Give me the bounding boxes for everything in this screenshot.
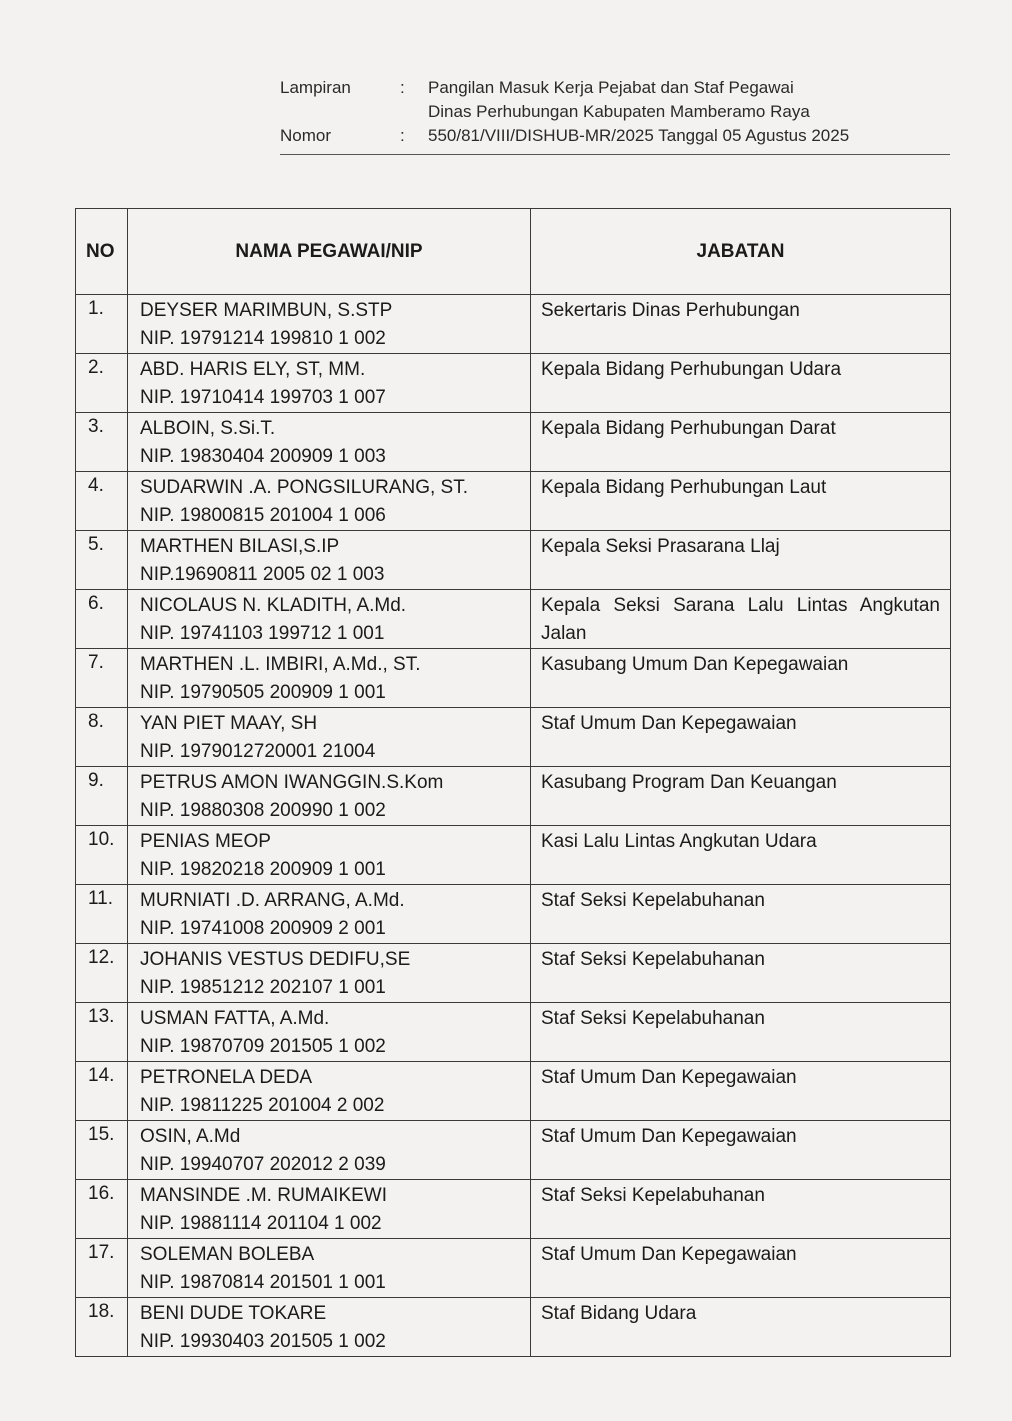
header-divider	[280, 154, 950, 155]
table-row	[76, 826, 951, 885]
row-number: 17.	[76, 1239, 128, 1298]
employee-name: JOHANIS VESTUS DEDIFU,SE	[140, 949, 411, 970]
employee-nip: NIP. 19940707 202012 2 039	[140, 1154, 386, 1175]
table-row	[76, 1239, 951, 1298]
employee-name: BENI DUDE TOKARE	[140, 1303, 327, 1324]
employee-position: Staf Umum Dan Kepegawaian	[531, 1121, 951, 1180]
row-number: 16.	[76, 1180, 128, 1239]
table-row	[76, 1298, 951, 1357]
table-row	[76, 1003, 951, 1062]
row-number: 7.	[76, 649, 128, 708]
nomor-colon: :	[400, 126, 405, 145]
employee-cell	[128, 1121, 531, 1180]
employee-position: Kepala Bidang Perhubungan Darat	[531, 413, 951, 472]
employee-name: OSIN, A.Md	[140, 1126, 241, 1147]
lampiran-label: Lampiran	[280, 78, 351, 97]
row-number: 3.	[76, 413, 128, 472]
lampiran-value-line1: Pangilan Masuk Kerja Pejabat dan Staf Pegawai	[428, 78, 794, 97]
table-row	[76, 1180, 951, 1239]
employee-nip: NIP. 19881114 201104 1 002	[140, 1213, 382, 1234]
table-row	[76, 472, 951, 531]
employee-cell	[128, 649, 531, 708]
employee-cell	[128, 944, 531, 1003]
employee-cell	[128, 531, 531, 590]
row-number: 15.	[76, 1121, 128, 1180]
employee-nip: NIP. 19790505 200909 1 001	[140, 682, 386, 703]
employee-name: USMAN FATTA, A.Md.	[140, 1008, 330, 1029]
employee-cell	[128, 1298, 531, 1357]
lampiran-row	[280, 76, 950, 100]
row-number: 12.	[76, 944, 128, 1003]
table-row	[76, 295, 951, 354]
employee-cell	[128, 590, 531, 649]
employee-nip: NIP.19690811 2005 02 1 003	[140, 564, 385, 585]
table-header-row	[76, 209, 951, 295]
employee-position: Kepala Bidang Perhubungan Laut	[531, 472, 951, 531]
table-row	[76, 531, 951, 590]
employee-name: PETRONELA DEDA	[140, 1067, 313, 1088]
employee-name: DEYSER MARIMBUN, S.STP	[140, 300, 393, 321]
employee-cell	[128, 295, 531, 354]
row-number: 6.	[76, 590, 128, 649]
row-number: 5.	[76, 531, 128, 590]
table-row	[76, 885, 951, 944]
row-number: 1.	[76, 295, 128, 354]
header-job: JABATAN	[531, 209, 951, 295]
employee-position: Staf Seksi Kepelabuhanan	[531, 944, 951, 1003]
employee-cell	[128, 413, 531, 472]
employee-cell	[128, 1239, 531, 1298]
row-number: 18.	[76, 1298, 128, 1357]
employee-name: SOLEMAN BOLEBA	[140, 1244, 315, 1265]
employee-position: Staf Bidang Udara	[531, 1298, 951, 1357]
table-row	[76, 354, 951, 413]
employee-nip: NIP. 19741103 199712 1 001	[140, 623, 385, 644]
employee-cell	[128, 1003, 531, 1062]
table-row	[76, 413, 951, 472]
employee-cell	[128, 354, 531, 413]
employee-nip: NIP. 19800815 201004 1 006	[140, 505, 386, 526]
row-number: 9.	[76, 767, 128, 826]
lampiran-colon: :	[400, 78, 405, 97]
employee-position: Kasubang Umum Dan Kepegawaian	[531, 649, 951, 708]
employee-nip: NIP. 19870814 201501 1 001	[140, 1272, 386, 1293]
employee-name: NICOLAUS N. KLADITH, A.Md.	[140, 595, 407, 616]
document-header	[280, 76, 950, 148]
employee-position: Staf Seksi Kepelabuhanan	[531, 885, 951, 944]
employee-cell	[128, 1180, 531, 1239]
employee-nip: NIP. 19820218 200909 1 001	[140, 859, 386, 880]
lampiran-value-line2: Dinas Perhubungan Kabupaten Mamberamo Raya	[428, 102, 810, 121]
employee-cell	[128, 472, 531, 531]
employee-position: Kasi Lalu Lintas Angkutan Udara	[531, 826, 951, 885]
employee-name: PETRUS AMON IWANGGIN.S.Kom	[140, 772, 444, 793]
employee-name: ABD. HARIS ELY, ST, MM.	[140, 359, 366, 380]
employee-name: YAN PIET MAAY, SH	[140, 713, 318, 734]
table-row	[76, 767, 951, 826]
employee-name: SUDARWIN .A. PONGSILURANG, ST.	[140, 477, 468, 498]
employee-nip: NIP. 19710414 199703 1 007	[140, 387, 386, 408]
employee-position: Staf Seksi Kepelabuhanan	[531, 1003, 951, 1062]
row-number: 8.	[76, 708, 128, 767]
employee-position: Staf Umum Dan Kepegawaian	[531, 1239, 951, 1298]
employee-name: MARTHEN BILASI,S.IP	[140, 536, 340, 557]
employee-position: Sekertaris Dinas Perhubungan	[531, 295, 951, 354]
employee-position: Kepala Seksi Sarana Lalu Lintas Angkutan Jalan	[531, 590, 951, 649]
employee-nip: NIP. 1979012720001 21004	[140, 741, 376, 762]
employee-nip: NIP. 19851212 202107 1 001	[140, 977, 386, 998]
row-number: 11.	[76, 885, 128, 944]
employee-position: Staf Umum Dan Kepegawaian	[531, 1062, 951, 1121]
table-row	[76, 1062, 951, 1121]
employee-position: Staf Seksi Kepelabuhanan	[531, 1180, 951, 1239]
employee-name: MARTHEN .L. IMBIRI, A.Md., ST.	[140, 654, 421, 675]
employee-nip: NIP. 19791214 199810 1 002	[140, 328, 386, 349]
table-row	[76, 649, 951, 708]
employee-name: PENIAS MEOP	[140, 831, 271, 852]
employee-nip: NIP. 19880308 200990 1 002	[140, 800, 386, 821]
table-row	[76, 1121, 951, 1180]
nomor-row	[280, 124, 950, 148]
row-number: 10.	[76, 826, 128, 885]
lampiran-row-2	[280, 100, 950, 124]
employee-nip: NIP. 19870709 201505 1 002	[140, 1036, 386, 1057]
employee-position: Kepala Bidang Perhubungan Udara	[531, 354, 951, 413]
table-row	[76, 708, 951, 767]
nomor-value: 550/81/VIII/DISHUB-MR/2025 Tanggal 05 Agustus 2025	[428, 126, 850, 145]
employee-position: Staf Umum Dan Kepegawaian	[531, 708, 951, 767]
employee-cell	[128, 885, 531, 944]
table-row	[76, 944, 951, 1003]
employee-name: MANSINDE .M. RUMAIKEWI	[140, 1185, 388, 1206]
employee-cell	[128, 708, 531, 767]
employee-cell	[128, 1062, 531, 1121]
employee-nip: NIP. 19811225 201004 2 002	[140, 1095, 385, 1116]
row-number: 2.	[76, 354, 128, 413]
employee-position: Kasubang Program Dan Keuangan	[531, 767, 951, 826]
table-row	[76, 590, 951, 649]
row-number: 14.	[76, 1062, 128, 1121]
header-name: NAMA PEGAWAI/NIP	[128, 209, 531, 295]
row-number: 13.	[76, 1003, 128, 1062]
employee-cell	[128, 826, 531, 885]
header-no: NO	[76, 209, 128, 295]
employee-name: MURNIATI .D. ARRANG, A.Md.	[140, 890, 405, 911]
employee-nip: NIP. 19741008 200909 2 001	[140, 918, 386, 939]
nomor-label: Nomor	[280, 126, 332, 145]
employee-nip: NIP. 19830404 200909 1 003	[140, 446, 386, 467]
staff-table	[75, 208, 951, 1357]
employee-position: Kepala Seksi Prasarana Llaj	[531, 531, 951, 590]
employee-name: ALBOIN, S.Si.T.	[140, 418, 276, 439]
employee-cell	[128, 767, 531, 826]
row-number: 4.	[76, 472, 128, 531]
employee-nip: NIP. 19930403 201505 1 002	[140, 1331, 386, 1352]
